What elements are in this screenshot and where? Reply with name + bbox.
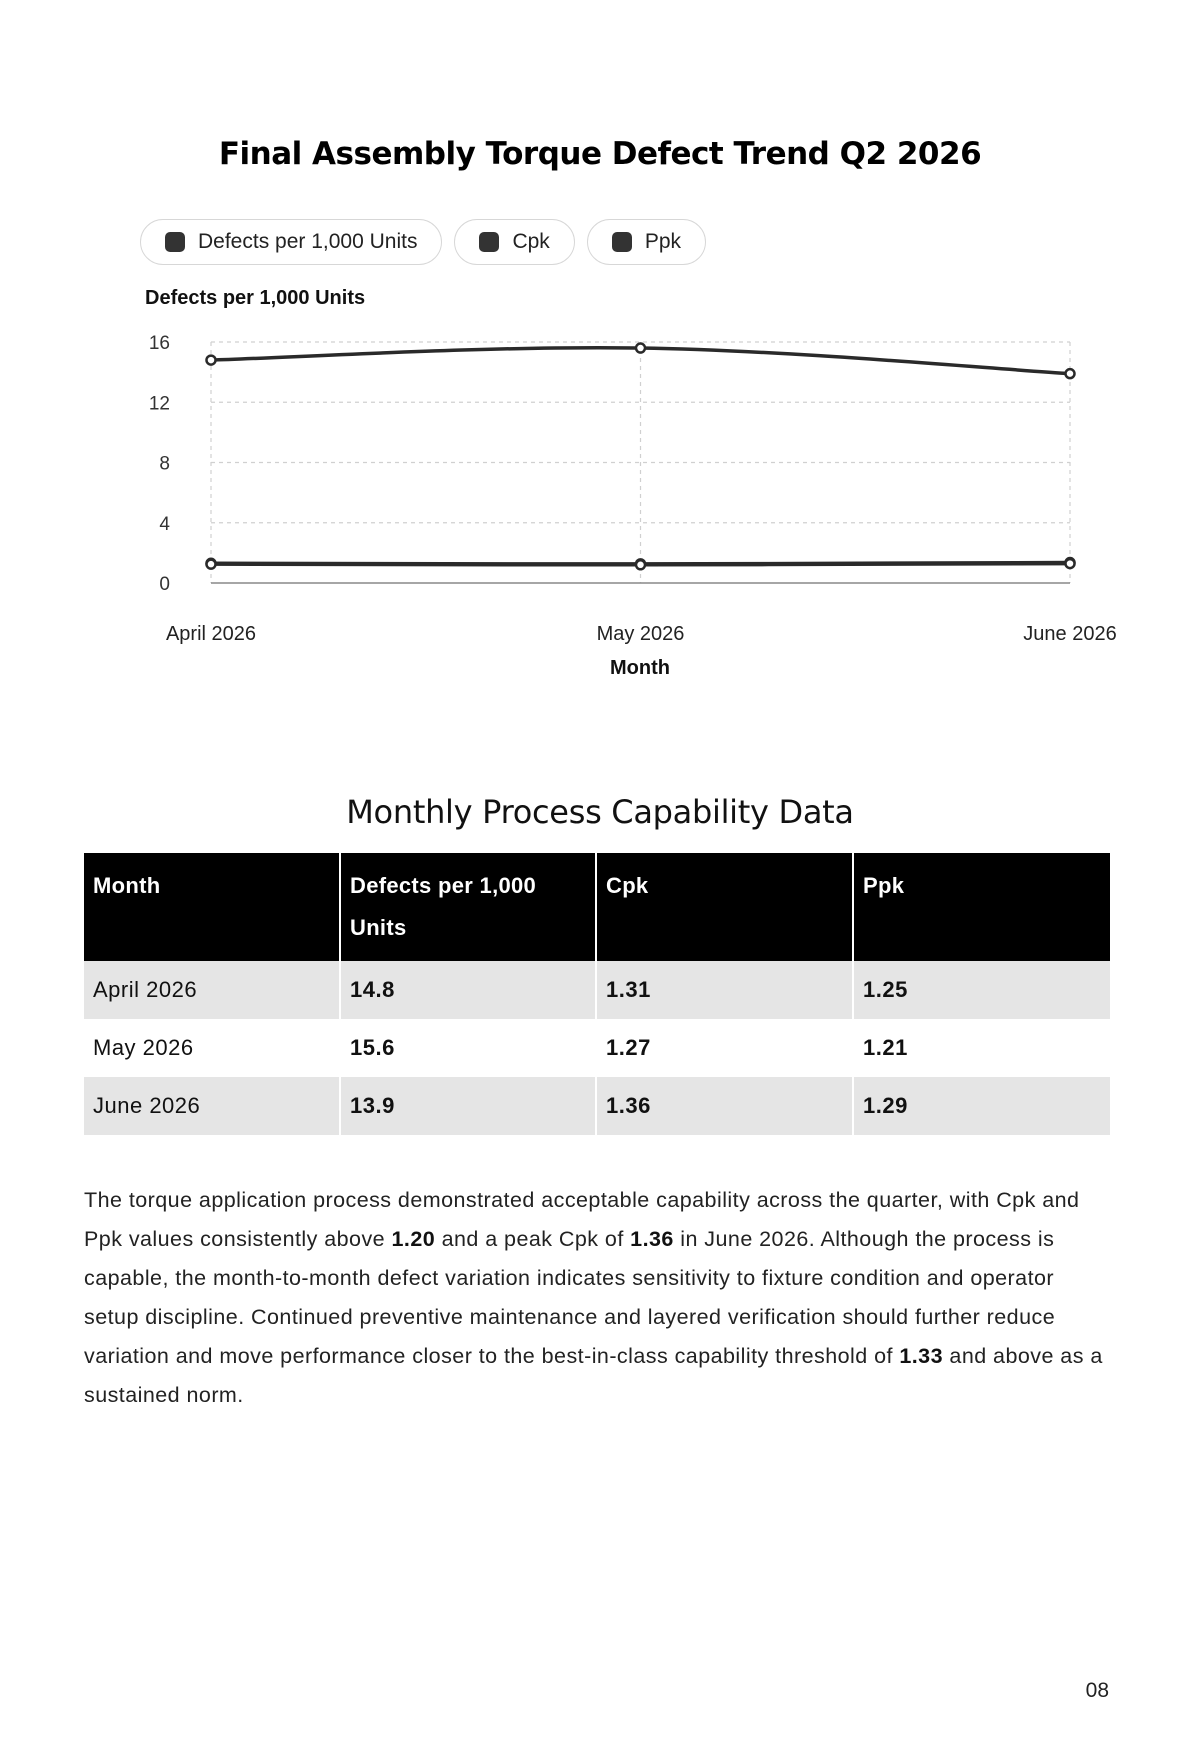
page-number: 08 [1085,1679,1109,1702]
legend-item-cpk[interactable] [454,219,574,265]
data-point [1066,559,1075,568]
data-point [207,560,216,569]
line-chart [0,320,1200,650]
ppk-cell: 1.21 [863,1035,908,1060]
table-row [84,961,1110,1019]
y-axis-title: Defects per 1,000 Units [145,287,366,309]
capability-table [84,853,1110,1135]
summary-text: in June 2026. Although the process is capable, the month-to-month defect variation indicates sensitivity to fixture condition and operator setup discipline. Continued preventive maintenance and layered verification should further reduce variation and move performance closer to the best-in-class capability threshold of [84,1227,1056,1368]
data-point [1066,369,1075,378]
legend-label: Ppk [644,230,681,253]
month-cell: April 2026 [84,961,340,1019]
summary-text: and above as a sustained norm. [84,1344,1103,1407]
y-tick-label: 0 [159,574,170,595]
summary-highlight: 1.20 [391,1227,436,1251]
square-swatch-icon [612,232,632,252]
legend-item-ppk[interactable] [587,219,706,265]
summary-paragraph [84,1181,1114,1415]
cpk-cell: 1.31 [596,961,853,1019]
square-swatch-icon [165,232,185,252]
column-header-month: Month [84,853,340,961]
chart-legend [140,219,706,265]
data-point [207,356,216,365]
cpk-cell: 1.36 [596,1077,853,1135]
x-axis-title: Month [610,657,670,679]
table-row [84,1077,1110,1135]
summary-text: The torque application process demonstrated acceptable capability across the quarter, with Cpk and Ppk values consistently above [84,1188,1080,1251]
defects-cell: 14.8 [340,961,596,1019]
y-tick-label: 4 [159,513,170,535]
chart-title: Final Assembly Torque Defect Trend Q2 2026 [218,136,982,172]
data-point [636,344,645,353]
column-header-defects: Defects per 1,000 Units [340,853,596,961]
table-header-row [84,853,1110,961]
summary-highlight: 1.36 [630,1227,674,1251]
legend-label: Defects per 1,000 Units [198,230,418,253]
legend-label: Cpk [512,230,550,253]
column-header-ppk: Ppk [853,853,1110,961]
y-tick-label: 16 [148,333,170,354]
y-tick-label: 12 [148,393,170,415]
square-swatch-icon [479,232,499,252]
defects-cell: 15.6 [340,1019,596,1077]
summary-text: and a peak Cpk of [435,1227,631,1251]
table-section-title: Monthly Process Capability Data [346,793,854,831]
ppk-cell: 1.29 [853,1077,1110,1135]
x-tick-label: May 2026 [596,623,685,645]
cpk-cell: 1.27 [596,1019,853,1077]
month-cell: June 2026 [84,1077,340,1135]
x-tick-label: April 2026 [165,623,257,645]
month-cell: May 2026 [84,1019,340,1077]
ppk-cell: 1.25 [853,961,1110,1019]
y-tick-label: 8 [159,453,170,475]
defects-cell: 13.9 [340,1077,596,1135]
summary-highlight: 1.33 [899,1344,943,1368]
column-header-cpk: Cpk [596,853,853,961]
data-point [636,560,645,569]
x-tick-label: June 2026 [1023,623,1117,645]
table-row [84,1019,1110,1077]
legend-item-defects[interactable] [140,219,442,265]
